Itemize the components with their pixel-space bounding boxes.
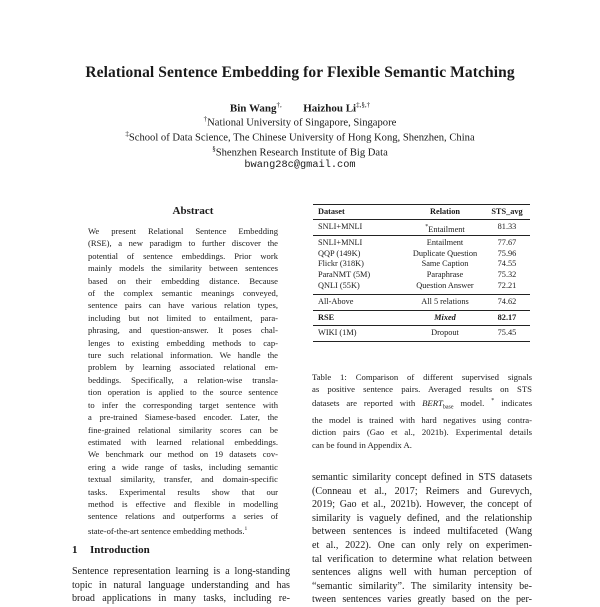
abstract-line: potential of sentence embeddings. Prior work [88,250,278,261]
author-email: bwang28c@gmail.com [244,159,356,171]
body-line: 2019; Gao et al., 2021b). However, the concept of [312,499,532,511]
author-marks: †, [276,101,282,109]
relation-cell: Question Answer [416,280,474,290]
affiliation: †National University of Singapore, Singapore [203,115,397,129]
abstract-line: a pre-trained Siamese-based encoder. Later, the [88,412,278,423]
abstract-line: tasks. Experimental results show that our [88,486,278,497]
abstract-line: sentence relations and outperforms a series of [88,511,278,522]
abstract-line: ture such relational information. We handle the [88,350,278,361]
relation-cell: Entailment [426,237,464,247]
section-heading [72,544,150,556]
score-cell: 74.55 [497,259,517,269]
body-line: semantic similarity concept defined in STS datasets [312,472,532,483]
caption-line: Table 1: Comparison of different supervised signals [312,372,532,382]
caption-line: can be found in Appendix A. [312,439,412,450]
caption-line: as positive sentence pairs. Averaged results on STS [312,384,532,395]
dataset-cell: ParaNMT (5M) [318,270,371,280]
author-marks: ‡,§,† [356,101,371,109]
abstract-line: tion operation is applied to the source sentence [88,387,278,398]
dataset-cell: QNLI (55K) [318,280,360,290]
dataset-cell: SNLI+MNLI [318,222,363,231]
dataset-cell: WIKI (1M) [318,328,357,338]
abstract-line: lenges to existing embedding methods to cap- [88,337,278,348]
abstract-heading: Abstract [172,205,214,217]
score-cell: 74.62 [497,296,517,306]
column-header: STS_avg [491,207,523,216]
abstract-line: ering a wide range of tasks, including semantic [88,461,278,472]
body-line: similarity is vaguely defined, and the relationship [312,512,532,524]
dataset-cell: Flickr (318K) [318,259,364,269]
table-header-row [313,205,530,219]
relation-cell: Same Caption [421,259,469,269]
abstract-line: method is effective and flexible in modelling [88,498,278,509]
abstract-line: based on their embedding distance. Because [88,275,278,286]
table-row [313,249,530,260]
score-cell: 75.45 [497,328,517,338]
intro-line: Sentence representation learning is a long-standing [72,566,290,577]
score-cell: 75.32 [497,270,517,280]
body-text-right [312,471,532,607]
dataset-cell: RSE [318,312,335,322]
relation-cell: All 5 relations [421,296,469,306]
table-row [313,222,530,233]
caption-line: diction pairs (Gao et al., 2021b). Experimental details [312,427,532,438]
body-line: et al., 2022). One can only rely on experimen- [312,539,532,551]
abstract-line: We benchmark our method on 19 datasets cov- [88,449,278,460]
score-cell: 82.17 [497,312,517,322]
relation-cell: Paraphrase [426,270,464,280]
dataset-cell: SNLI+MNLI [318,237,363,247]
abstract-line: (RSE), a new paradigm to further discover the [88,238,278,249]
dataset-cell: All-Above [318,296,354,306]
abstract-line: problem by learning associated relational em- [88,362,278,373]
intro-line: broad applications in many tasks, including re- [72,593,290,605]
body-line: between sentences is indeed multifaceted (Wang [312,526,532,538]
relation-cell: Mixed [434,312,456,322]
dataset-cell: QQP (149K) [318,248,361,258]
score-cell: 72.21 [497,280,517,290]
abstract-line: estimated with learned relational embeddings. [88,436,278,447]
abstract-line: textual similarity, transfer, and domain-specific [88,474,278,485]
abstract-line: including but not limited to entailment, para- [88,312,278,323]
table-row [313,281,530,292]
body-line: sentences aligns well with human perception of [312,567,532,579]
abstract-line: state-of-the-art sentence embedding methods.$^1$ [88,525,248,536]
table-row [313,313,530,324]
table-row [313,297,530,308]
affiliation: ‡School of Data Science, The Chinese University of Hong Kong, Shenzhen, China [125,130,475,144]
hard-negative-mark: * [425,224,429,230]
table-caption [312,371,532,451]
results-table [313,204,530,342]
abstract-line: of the complex semantic meanings conveyed, [88,288,278,299]
relation-cell: Duplicate Question [412,248,478,258]
table-row [313,328,530,339]
score-cell: 77.67 [497,237,517,247]
intro-line: topic in natural language understanding and has [72,579,290,591]
body-line: “semantic similarity”. The similarity intensity be- [312,580,532,592]
affiliation: §Shenzhen Research Institute of Big Data [212,145,388,159]
body-line: tal verification to determine what relation between [312,553,532,565]
relation-cell: *Entailment [425,224,465,234]
abstract-line: beddings. Specifically, a relation-wise transla- [88,374,278,385]
table-row [313,270,530,281]
body-line: tween sentences varies greatly based on the per- [312,594,532,606]
section-title: Introduction [90,544,150,556]
column-header: Dataset [318,207,345,216]
abstract-line: mainly models the similarity between sentences [88,263,278,274]
table-row [313,259,530,270]
relation-cell: Dropout [431,328,459,338]
table-row [313,238,530,249]
abstract-line: sentence pairs can have various relation types, [88,300,278,311]
paper-title: Relational Sentence Embedding for Flexible Semantic Matching [85,64,515,81]
author-line [0,101,600,115]
author-name: Bin Wang [229,102,277,115]
caption-line: datasets are reported with $BERT_{base}$ model. * indicates [312,398,532,412]
abstract-line: to infer the corresponding target sentence with [88,399,278,410]
column-header: Relation [430,207,460,216]
section-number: 1 [72,544,78,556]
abstract-line: fine-grained relational similarity scores can be [88,424,278,435]
abstract-line: phrasing, and question-answer. It poses chal- [88,325,278,336]
score-cell: 81.33 [497,222,517,231]
author-name: Haizhou Li [303,102,357,115]
footnote-mark: 1 [244,525,248,532]
body-line: (Conneau et al., 2017; Reimers and Gurevych, [312,485,532,497]
abstract-line: We present Relational Sentence Embedding [88,226,278,236]
abstract-body [88,225,278,537]
caption-line: the model is trained with hard negatives using contra- [312,415,532,426]
score-cell: 75.96 [497,248,517,258]
